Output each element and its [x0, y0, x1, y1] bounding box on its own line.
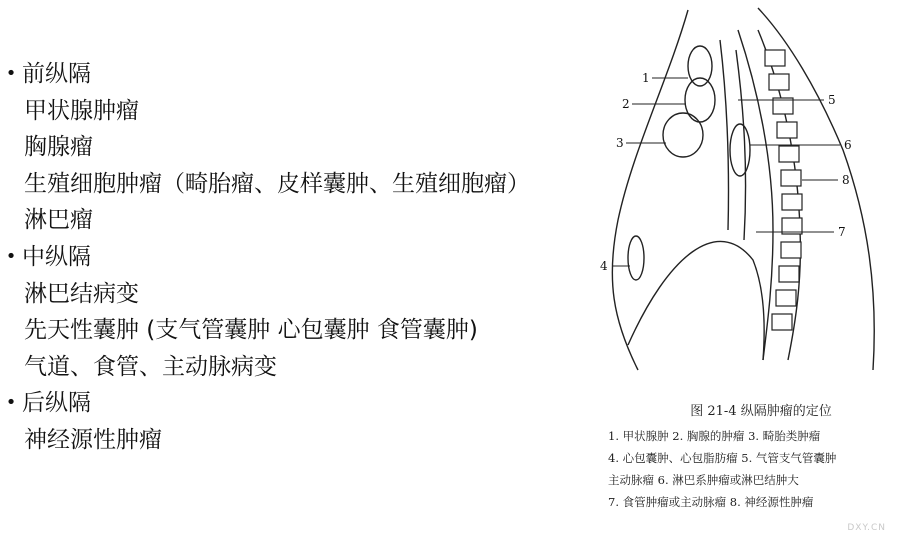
vertebra — [769, 74, 789, 90]
caption-line: 主动脉瘤 6. 淋巴系肿瘤或淋巴结肿大 — [608, 473, 799, 487]
outline-item: 淋巴瘤 — [24, 207, 93, 234]
trachea — [720, 40, 729, 230]
outline-item: 胸腺瘤 — [24, 134, 93, 161]
figure-label-6: 6 — [844, 138, 852, 152]
vertebra — [782, 194, 802, 210]
caption-line: 1. 甲状腺肿 2. 胸腺的肿瘤 3. 畸胎类肿瘤 — [608, 429, 821, 443]
vertebra — [765, 50, 785, 66]
bullet-icon: • — [5, 392, 17, 414]
vertebra — [776, 290, 796, 306]
thymus-shape — [685, 78, 715, 122]
thyroid-shape — [688, 46, 712, 86]
caption-title: 图 21-4 纵隔肿瘤的定位 — [690, 404, 832, 419]
node-shape — [730, 124, 750, 176]
outline-heading-middle: • 中纵隔 — [0, 239, 600, 276]
caption-line: 7. 食管肿瘤或主动脉瘤 8. 神经源性肿瘤 — [608, 495, 814, 509]
figure-caption — [608, 400, 904, 513]
outline-item: 甲状腺肿瘤 — [24, 97, 139, 124]
caption-line: 4. 心包囊肿、心包脂肪瘤 5. 气管支气管囊肿 — [608, 451, 837, 465]
outline-item: 先天性囊肿 (支气管囊肿 心包囊肿 食管囊肿) — [24, 317, 478, 343]
figure-label-7: 7 — [838, 225, 846, 239]
vertebra — [781, 170, 801, 186]
figure-label-4: 4 — [600, 259, 608, 273]
outline-item: 淋巴结病变 — [24, 280, 139, 307]
spine-edge-front — [738, 30, 773, 360]
diaphragm — [628, 241, 764, 360]
vertebra — [777, 122, 797, 138]
teratoma-shape — [663, 113, 703, 157]
outline-item: 气道、食管、主动脉病变 — [24, 353, 277, 380]
outline-list — [0, 56, 600, 458]
watermark: DXY.CN — [847, 523, 886, 533]
figure-label-5: 5 — [828, 93, 836, 107]
figure-label-2: 2 — [622, 97, 630, 111]
chest-outline-anterior — [612, 10, 688, 370]
esophagus — [736, 50, 746, 240]
figure-label-1: 1 — [642, 71, 650, 85]
figure-label-3: 3 — [616, 136, 624, 150]
vertebra — [781, 242, 801, 258]
outline-item: 生殖细胞肿瘤（畸胎瘤、皮样囊肿、生殖细胞瘤） — [24, 170, 530, 197]
outline-heading-posterior: • 后纵隔 — [0, 385, 600, 422]
outline-item: 神经源性肿瘤 — [24, 426, 162, 453]
vertebra — [772, 314, 792, 330]
bullet-icon: • — [5, 63, 17, 85]
pericardial-cyst-shape — [628, 236, 644, 280]
figure-label-8: 8 — [842, 173, 850, 187]
bullet-icon: • — [5, 246, 17, 267]
outline-heading-anterior: • 前纵隔 — [0, 56, 600, 93]
vertebra — [779, 146, 799, 162]
vertebra — [779, 266, 799, 282]
